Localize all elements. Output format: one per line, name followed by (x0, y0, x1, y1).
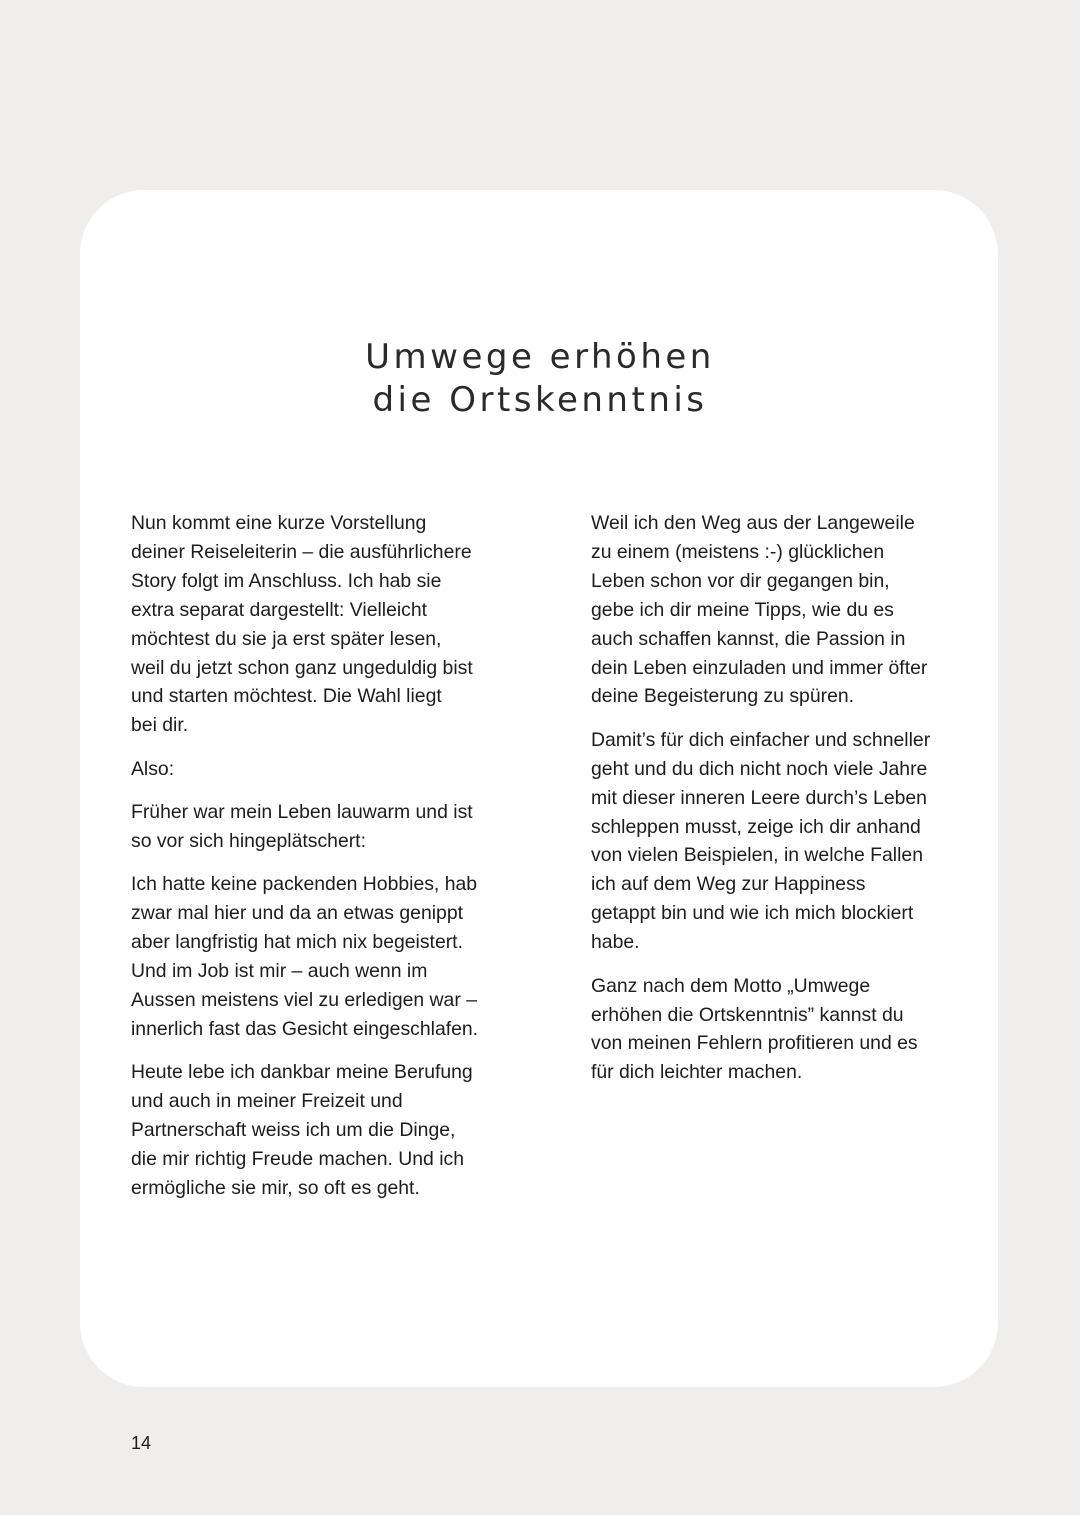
text-line: Ganz nach dem Motto „Umwege (591, 974, 871, 997)
text-line: extra separat dargestellt: Vielleicht (131, 598, 428, 621)
text-line: und starten möchtest. Die Wahl liegt (131, 685, 442, 708)
paragraph (591, 726, 963, 957)
paragraph (591, 509, 963, 711)
paragraph (131, 1058, 503, 1203)
text-line: deiner Reiseleiterin – die ausführlichere (131, 540, 472, 563)
text-line: auch schaffen kannst, die Passion in (591, 627, 906, 650)
text-line: so vor sich hingeplätschert: (131, 830, 366, 853)
paragraph (131, 755, 503, 784)
text-line: Und im Job ist mir – auch wenn im (131, 960, 428, 983)
text-line: getappt bin und wie ich mich blockiert (591, 902, 914, 925)
paragraph (131, 798, 503, 856)
text-line: Damit’s für dich einfacher und schneller (591, 728, 931, 751)
text-line: Aussen meistens viel zu erledigen war – (131, 989, 477, 1012)
text-line: möchtest du sie ja erst später lesen, (131, 627, 442, 650)
text-line: bei dir. (131, 714, 189, 737)
text-line: ermögliche sie mir, so oft es geht. (131, 1177, 420, 1200)
text-line: ich auf dem Weg zur Happiness (591, 873, 866, 896)
text-line: die mir richtig Freude machen. Und ich (131, 1148, 465, 1171)
text-line: von vielen Beispielen, in welche Fallen (591, 844, 923, 867)
title-line-1: Umwege erhöhen (365, 337, 715, 377)
title-line-2: die Ortskenntnis (372, 380, 708, 420)
text-line: weil du jetzt schon ganz ungeduldig bist (131, 656, 473, 679)
paragraph (591, 972, 963, 1088)
text-line: Weil ich den Weg aus der Langeweile (591, 512, 915, 534)
text-line: schleppen musst, zeige ich dir anhand (591, 815, 921, 838)
text-line: zwar mal hier und da an etwas genippt (131, 902, 463, 925)
text-line: dein Leben einzuladen und immer öfter (591, 656, 928, 679)
text-line: Ich hatte keine packenden Hobbies, hab (131, 873, 478, 896)
text-line: Story folgt im Anschluss. Ich hab sie (131, 569, 442, 592)
paragraph (131, 509, 503, 740)
page-number: 14 (131, 1433, 152, 1453)
text-line: Also: (131, 757, 175, 780)
text-line: für dich leichter machen. (591, 1061, 803, 1084)
text-line: aber langfristig hat mich nix begeistert. (131, 931, 463, 954)
text-line: von meinen Fehlern profitieren und es (591, 1032, 918, 1055)
text-line: mit dieser inneren Leere durch’s Leben (591, 786, 927, 809)
text-line: Nun kommt eine kurze Vorstellung (131, 512, 427, 534)
text-line: deine Begeisterung zu spüren. (591, 685, 855, 708)
text-line: Früher war mein Leben lauwarm und ist (131, 801, 473, 824)
paragraph (131, 870, 503, 1043)
text-line: Leben schon vor dir gegangen bin, (591, 569, 890, 592)
text-line: und auch in meiner Freizeit und (131, 1090, 403, 1113)
text-line: habe. (591, 931, 640, 954)
text-line: innerlich fast das Gesicht eingeschlafen. (131, 1018, 479, 1040)
text-line: Heute lebe ich dankbar meine Berufung (131, 1061, 473, 1084)
right-text-column (591, 509, 963, 1102)
text-line: erhöhen die Ortskenntnis” kannst du (591, 1003, 904, 1026)
text-line: Partnerschaft weiss ich um die Dinge, (131, 1119, 456, 1142)
text-line: zu einem (meistens :-) glücklichen (591, 540, 885, 563)
text-line: gebe ich dir meine Tipps, wie du es (591, 598, 894, 621)
left-text-column (131, 509, 503, 1217)
text-line: geht und du dich nicht noch viele Jahre (591, 757, 928, 780)
page-title (0, 336, 1080, 422)
